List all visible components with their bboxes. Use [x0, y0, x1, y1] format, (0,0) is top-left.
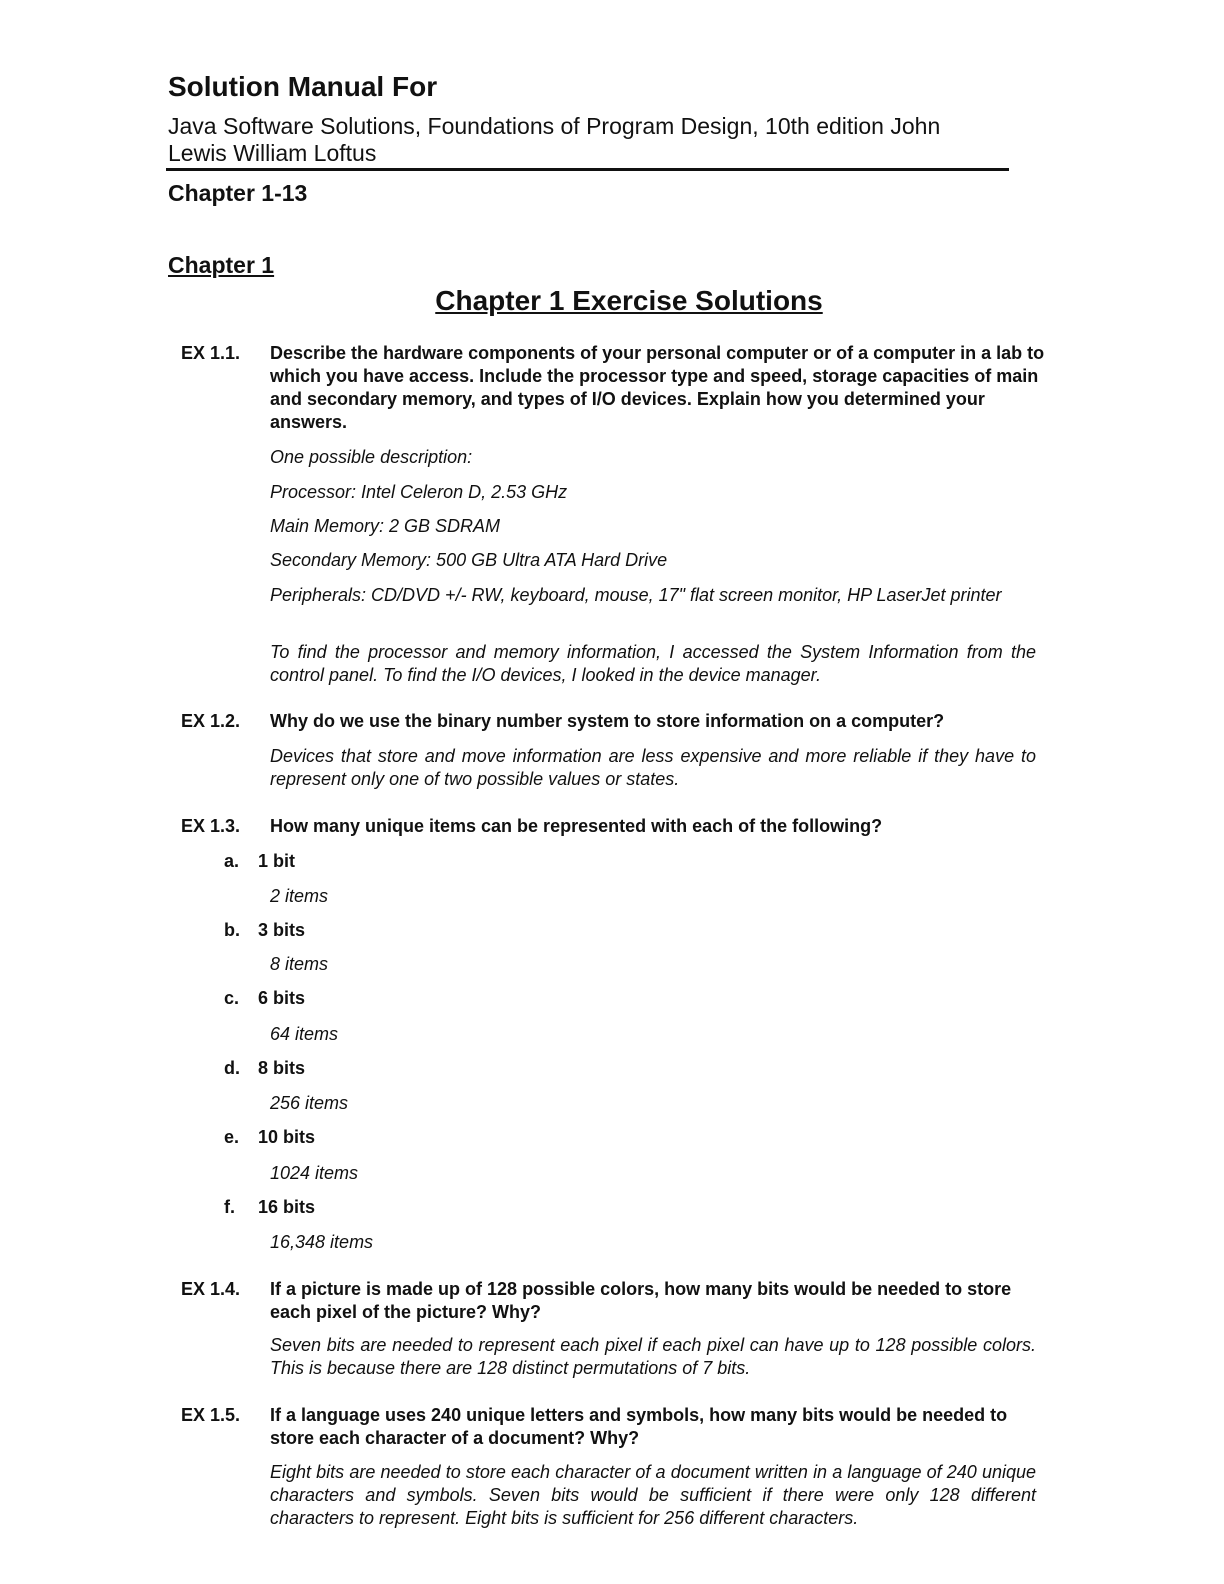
section-title: Chapter 1 Exercise Solutions — [435, 285, 823, 316]
book-title-line-1: Java Software Solutions, Foundations of Program Design, 10th edition John — [168, 113, 941, 139]
part-answer: 256 items — [270, 1093, 349, 1113]
part-answer: 8 items — [270, 954, 329, 974]
exercise-answer: Seven bits are needed to represent each pixel if each pixel can have up to 128 possible colors. This is because there are 128 distinct permutations of 7 bits. — [270, 1335, 1036, 1378]
manual-title: Solution Manual For — [168, 71, 438, 102]
part-answer: 64 items — [270, 1024, 339, 1044]
part-letter: b. — [224, 920, 240, 940]
part-letter: d. — [224, 1058, 240, 1078]
chapter-range: Chapter 1-13 — [168, 180, 308, 206]
part-letter: c. — [224, 988, 240, 1008]
part-label: 6 bits — [258, 988, 306, 1008]
exercise-answer: One possible description: — [270, 447, 473, 467]
book-title-line-2: Lewis William Loftus — [168, 140, 377, 166]
part-letter: a. — [224, 851, 240, 871]
exercise-answer: To find the processor and memory information, I accessed the System Information from the control panel. To find the I/O devices, I looked in the device manager. — [270, 642, 1036, 685]
chapter-heading: Chapter 1 — [168, 252, 275, 278]
part-label: 1 bit — [258, 851, 296, 871]
exercise-answer: Main Memory: 2 GB SDRAM — [270, 516, 501, 536]
exercise-question: If a picture is made up of 128 possible colors, how many bits would be needed to store each pixel of the picture? Why? — [270, 1279, 1012, 1322]
exercise-answer: Eight bits are needed to store each character of a document written in a language of 240 unique characters and symbols. Seven bits would be sufficient if there were only 128 different characters to represent. Eight bits is sufficient for 256 different characters. — [270, 1462, 1036, 1528]
exercise-question: Why do we use the binary number system to store information on a computer? — [270, 711, 945, 731]
exercise-answer: Processor: Intel Celeron D, 2.53 GHz — [270, 482, 568, 502]
exercise-question: Describe the hardware components of your personal computer or of a computer in a lab to which you have access. Include the processor type and speed, storage capacities of main and secondary memory, and types of I/O devices. Explain how you determined your answers. — [270, 343, 1045, 432]
exercise-answer: Devices that store and move information are less expensive and more reliable if they have to represent only one of two possible values or states. — [270, 746, 1036, 789]
part-answer: 1024 items — [270, 1163, 359, 1183]
part-label: 10 bits — [258, 1127, 316, 1147]
part-label: 8 bits — [258, 1058, 306, 1078]
exercise-answer: Peripherals: CD/DVD +/- RW, keyboard, mouse, 17" flat screen monitor, HP LaserJet printer — [270, 585, 1002, 605]
part-letter: e. — [224, 1127, 240, 1147]
exercise-number: EX 1.4. — [181, 1279, 241, 1299]
exercise-number: EX 1.1. — [181, 343, 241, 363]
part-answer: 16,348 items — [270, 1232, 374, 1252]
part-letter: f. — [224, 1197, 235, 1217]
part-answer: 2 items — [270, 886, 329, 906]
exercise-number: EX 1.5. — [181, 1405, 241, 1425]
part-label: 16 bits — [258, 1197, 316, 1217]
exercise-number: EX 1.3. — [181, 816, 241, 836]
exercise-question: If a language uses 240 unique letters and symbols, how many bits would be needed to store each character of a document? Why? — [270, 1405, 1008, 1448]
exercise-answer: Secondary Memory: 500 GB Ultra ATA Hard Drive — [270, 550, 668, 570]
header-rule — [166, 168, 1009, 171]
exercise-number: EX 1.2. — [181, 711, 241, 731]
part-label: 3 bits — [258, 920, 306, 940]
exercise-question: How many unique items can be represented with each of the following? — [270, 816, 883, 836]
